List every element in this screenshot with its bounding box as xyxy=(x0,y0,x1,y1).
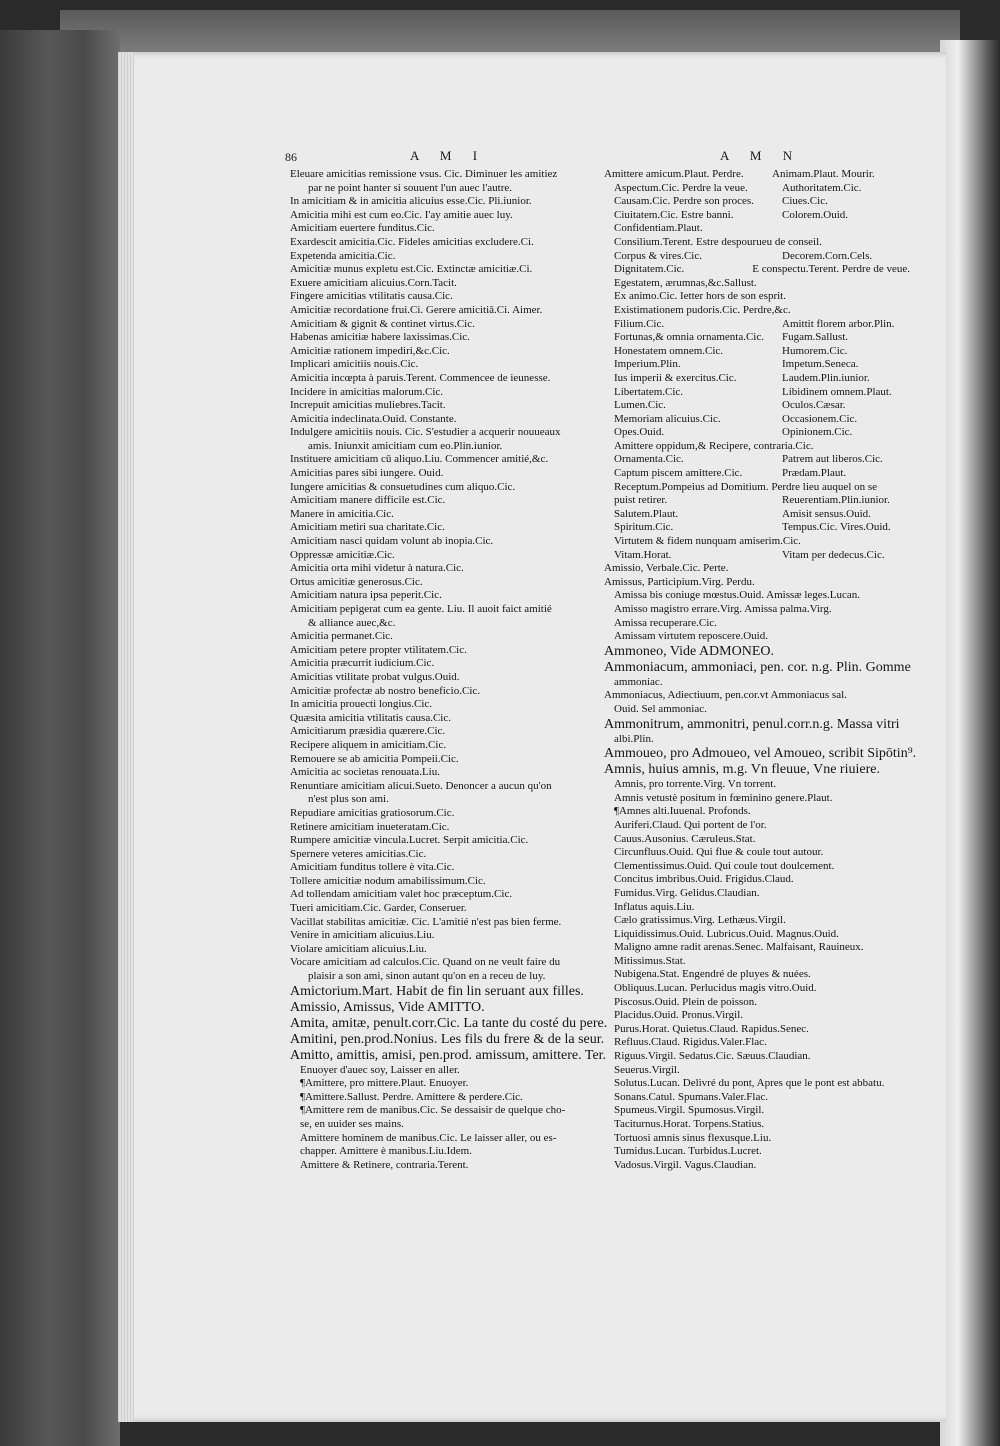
page-stack-edge xyxy=(118,52,134,1422)
dictionary-subentry: Occasionem.Cic. xyxy=(782,412,858,425)
dictionary-entry: Ammoneo, Vide ADMONEO. xyxy=(604,643,775,659)
dictionary-entry: Amicitia permanet.Cic. xyxy=(290,630,393,643)
dictionary-entry: Quæsita amicitia vtilitatis causa.Cic. xyxy=(290,711,451,724)
dictionary-entry-pair xyxy=(604,358,910,372)
dictionary-entry: Amicitiam funditus tollere è vita.Cic. xyxy=(290,861,455,874)
dictionary-subentry: Spiritum.Cic. xyxy=(614,521,674,534)
dictionary-entry-pair xyxy=(604,209,910,223)
dictionary-subentry: Decorem.Corn.Cels. xyxy=(782,249,873,262)
dictionary-entry-pair xyxy=(604,222,910,236)
dictionary-entry: Recipere aliquem in amicitiam.Cic. xyxy=(290,738,447,751)
dictionary-subentry: Authoritatem.Cic. xyxy=(782,181,862,194)
dictionary-entry: Sonans.Catul. Spumans.Valer.Flac. xyxy=(614,1090,768,1103)
dictionary-subentry: Patrem aut liberos.Cic. xyxy=(782,453,883,466)
dictionary-subentry: Consilium.Terent. Estre despourueu de conseil. xyxy=(614,235,822,248)
dictionary-entry: Increpuit amicitias muliebres.Tacit. xyxy=(290,399,446,412)
dictionary-entry: Instituere amicitiam cū aliquo.Liu. Commencer amitié,&c. xyxy=(290,453,549,466)
dictionary-entry: ¶Amittere.Sallust. Perdre. Amittere & perdere.Cic. xyxy=(300,1090,523,1103)
dictionary-entry: par ne point hanter si souuent l'un auec l'autre. xyxy=(308,181,513,194)
dictionary-entry-pair xyxy=(604,304,910,318)
dictionary-entry: Incidere in amicitias malorum.Cic. xyxy=(290,385,444,398)
dictionary-subentry: Oculos.Cæsar. xyxy=(782,399,846,412)
dictionary-entry-pair xyxy=(604,521,910,535)
dictionary-entry: Amissus, Participium.Virg. Perdu. xyxy=(604,575,755,588)
dictionary-entry: Amisso magistro errare.Virg. Amissa palma.Virg. xyxy=(614,603,832,615)
dictionary-entry: Iungere amicitias & consuetudines cum aliquo.Cic. xyxy=(290,480,516,493)
dictionary-subentry: Humorem.Cic. xyxy=(782,344,848,357)
dictionary-entry: Amicitia indeclinata.Ouid. Constante. xyxy=(290,412,457,425)
dictionary-subentry: Causam.Cic. Perdre son proces. xyxy=(614,195,754,208)
dictionary-entry: Cauus.Ausonius. Cæruleus.Stat. xyxy=(614,832,756,845)
dictionary-entry: Venire in amicitiam alicuius.Liu. xyxy=(290,929,435,942)
dictionary-entry: Maligno amne radit arenas.Senec. Malfaisant, Rauineux. xyxy=(614,941,864,954)
dictionary-entry-pair xyxy=(604,535,910,549)
dictionary-subentry: Egestatem, ærumnas,&c.Sallust. xyxy=(614,276,757,289)
book-cover-left xyxy=(0,30,120,1446)
dictionary-entry: Remouere se ab amicitia Pompeii.Cic. xyxy=(290,752,459,765)
dictionary-entry: Vacillat stabilitas amicitiæ. Cic. L'amitié n'est pas bien ferme. xyxy=(290,915,562,928)
dictionary-entry: ¶Amittere, pro mittere.Plaut. Enuoyer. xyxy=(300,1077,469,1090)
dictionary-subentry: Reuerentiam.Plin.iunior. xyxy=(782,494,890,507)
dictionary-entry: Amissa recuperare.Cic. xyxy=(614,616,717,629)
dictionary-entry: albi.Plin. xyxy=(614,732,654,745)
dictionary-subentry xyxy=(782,481,910,495)
dictionary-entry-pair xyxy=(604,345,910,359)
dictionary-entry: Ammonitrum, ammonitri, penul.corr.n.g. Massa vitri xyxy=(604,716,900,732)
dictionary-entry: Ad tollendam amicitiam valet hoc præceptum.Cic. xyxy=(290,888,513,901)
dictionary-entry-pair xyxy=(604,182,910,196)
dictionary-subentry: Imperium.Plin. xyxy=(614,358,681,371)
dictionary-entry: Amicitiam petere propter vtilitatem.Cic. xyxy=(290,643,467,656)
dictionary-entry: Spernere veteres amicitias.Cic. xyxy=(290,847,427,860)
dictionary-entry: Amicitiam pepigerat cum ea gente. Liu. Il auoit faict amitié xyxy=(290,603,552,615)
dictionary-entry-pair xyxy=(604,508,910,522)
dictionary-entry: Obliquus.Lucan. Perlucidus magis vitro.Ouid. xyxy=(614,982,817,995)
dictionary-entry-pair xyxy=(604,481,910,495)
dictionary-entry: Amicitiam metiri sua charitate.Cic. xyxy=(290,521,445,534)
dictionary-entry: Tortuosi amnis sinus flexusque.Liu. xyxy=(614,1131,772,1144)
dictionary-entry: Amicitiam manere difficile est.Cic. xyxy=(290,494,446,507)
dictionary-entry: Amissam virtutem reposcere.Ouid. xyxy=(614,630,768,643)
running-head-right: A M N xyxy=(720,148,802,163)
dictionary-entry: Seuerus.Virgil. xyxy=(614,1063,680,1076)
dictionary-entry-pair xyxy=(604,440,910,454)
dictionary-entry: ¶Amittere rem de manibus.Cic. Se dessaisir de quelque cho- xyxy=(300,1104,566,1117)
dictionary-subentry xyxy=(782,290,910,304)
dictionary-subentry: Receptum.Pompeius ad Domitium. Perdre lieu auquel on se xyxy=(614,480,878,493)
dictionary-entry: Amissio, Verbale.Cic. Perte. xyxy=(604,562,729,575)
dictionary-entry: Amicitia ac societas renouata.Liu. xyxy=(290,766,440,779)
dictionary-entry: Amicitia mihi est cum eo.Cic. I'ay amitie auec luy. xyxy=(290,208,513,221)
dictionary-entry: Refluus.Claud. Rigidus.Valer.Flac. xyxy=(614,1036,767,1049)
dictionary-entry: Amicitiæ recordatione frui.Ci. Gerere amicitiā.Ci. Aimer. xyxy=(290,303,543,316)
dictionary-entry: Enuoyer d'auec soy, Laisser en aller. xyxy=(300,1063,460,1076)
dictionary-subentry: Laudem.Plin.iunior. xyxy=(782,371,870,384)
dictionary-entry: Taciturnus.Horat. Torpens.Statius. xyxy=(614,1118,765,1130)
dictionary-subentry: Captum piscem amittere.Cic. xyxy=(614,467,743,480)
dictionary-subentry: Ciues.Cic. xyxy=(782,195,828,208)
dictionary-entry: Placidus.Ouid. Pronus.Virgil. xyxy=(614,1009,744,1022)
dictionary-subentry: Amittit florem arbor.Plin. xyxy=(782,317,895,330)
dictionary-entry: Repudiare amicitias gratiosorum.Cic. xyxy=(290,806,455,819)
dictionary-subentry: Ciuitatem.Cic. Estre banni. xyxy=(614,208,734,221)
dictionary-subentry: Libidinem omnem.Plaut. xyxy=(782,385,892,398)
dictionary-entry-pair xyxy=(604,453,910,467)
dictionary-entry: Tueri amicitiam.Cic. Garder, Conseruer. xyxy=(290,902,467,915)
dictionary-entry-pair xyxy=(604,250,910,264)
dictionary-subentry: Libertatem.Cic. xyxy=(614,385,684,398)
dictionary-entry: Amictorium.Mart. Habit de fin lin seruant aux filles. xyxy=(290,983,584,999)
dictionary-subentry xyxy=(782,222,910,236)
dictionary-subentry: Memoriam alicuius.Cic. xyxy=(614,412,721,425)
dictionary-subentry: Opes.Ouid. xyxy=(614,426,665,439)
dictionary-subentry: Confidentiam.Plaut. xyxy=(614,222,703,235)
running-head-left: A M I xyxy=(410,148,487,163)
dictionary-entry: Ammoniacus, Adiectiuum, pen.cor.vt Ammoniacus sal. xyxy=(604,689,847,702)
dictionary-entry: Amnis vetustè positum in fœminino genere.Plaut. xyxy=(614,791,833,804)
dictionary-subentry: Lumen.Cic. xyxy=(614,399,666,412)
dictionary-entry: Amitto, amittis, amisi, pen.prod. amissum, amittere. Ter. xyxy=(290,1047,607,1063)
dictionary-entry: Exuere amicitiam alicuius.Corn.Tacit. xyxy=(290,276,457,289)
dictionary-subentry: Salutem.Plaut. xyxy=(614,507,679,520)
dictionary-subentry: Impetum.Seneca. xyxy=(782,358,859,371)
dictionary-entry: In amicitia prouecti longius.Cic. xyxy=(290,698,433,711)
dictionary-entry: Spumeus.Virgil. Spumosus.Virgil. xyxy=(614,1104,765,1117)
dictionary-entry: Amicitiæ munus expletu est.Cic. Extinctæ amicitiæ.Ci. xyxy=(290,263,533,276)
dictionary-subentry: Tempus.Cic. Vires.Ouid. xyxy=(782,521,891,534)
dictionary-subentry xyxy=(782,440,910,454)
dictionary-subentry xyxy=(782,535,910,549)
dictionary-entry: Eleuare amicitias remissione vsus. Cic. Diminuer les amitiez xyxy=(290,168,558,180)
dictionary-entry: Manere in amicitia.Cic. xyxy=(290,507,394,520)
dictionary-entry: Amicitiarum præsidia quærere.Cic. xyxy=(290,725,446,738)
dictionary-entry: Solutus.Lucan. Delivré du pont, Apres que le pont est abbatu. xyxy=(614,1077,885,1090)
dictionary-entry: Ammoniacum, ammoniaci, pen. cor. n.g. Plin. Gomme xyxy=(604,659,911,675)
dictionary-entry: chapper. Amittere è manibus.Liu.Idem. xyxy=(300,1145,472,1158)
dictionary-subentry: Amittere amicum.Plaut. Perdre. xyxy=(604,168,744,180)
dictionary-subentry: Prædam.Plaut. xyxy=(782,467,847,480)
dictionary-entry: Amicitiæ rationem impediri,&c.Cic. xyxy=(290,344,450,357)
dictionary-entry: Purus.Horat. Quietus.Claud. Rapidus.Senec. xyxy=(614,1022,809,1035)
dictionary-subentry: Ius imperii & exercitus.Cic. xyxy=(614,371,737,384)
dictionary-subentry: Ex animo.Cic. Ietter hors de son esprit. xyxy=(614,290,786,303)
dictionary-entry: Amicitiæ profectæ ab nostro beneficio.Cic. xyxy=(290,684,481,697)
dictionary-entry-pair xyxy=(604,386,910,400)
dictionary-entry: Vocare amicitiam ad calculos.Cic. Quand on ne veult faire du xyxy=(290,956,561,969)
dictionary-subentry: puist retirer. xyxy=(614,494,668,507)
dictionary-entry: Habenas amicitiæ habere laxissimas.Cic. xyxy=(290,331,470,344)
dictionary-entry: Violare amicitiam alicuius.Liu. xyxy=(290,942,427,955)
dictionary-subentry: Vitam per dedecus.Cic. xyxy=(782,548,885,561)
facing-page-edge xyxy=(940,40,1000,1446)
dictionary-subentry: E conspectu.Terent. Perdre de veue. xyxy=(752,263,910,276)
right-column xyxy=(604,168,917,1172)
dictionary-entry: n'est plus son ami. xyxy=(308,793,389,806)
page-number: 86 xyxy=(285,150,297,164)
dictionary-subentry: Vitam.Horat. xyxy=(614,548,672,561)
dictionary-entry-pair xyxy=(604,372,910,386)
dictionary-entry: Oppressæ amicitiæ.Cic. xyxy=(290,548,395,561)
dictionary-entry: Piscosus.Ouid. Plein de poisson. xyxy=(614,995,758,1008)
dictionary-entry: Amittere hominem de manibus.Cic. Le laisser aller, ou es- xyxy=(300,1131,557,1144)
left-column xyxy=(290,168,608,1172)
dictionary-entry: & alliance auec,&c. xyxy=(308,616,396,629)
dictionary-entry: Renuntiare amicitiam alicui.Sueto. Denoncer a aucun qu'on xyxy=(290,779,552,792)
dictionary-entry: Amnis, pro torrente.Virg. Vn torrent. xyxy=(614,778,777,791)
dictionary-entry: Inflatus aquis.Liu. xyxy=(614,900,695,913)
dictionary-subentry: Ornamenta.Cic. xyxy=(614,453,684,466)
dictionary-entry: Clementissimus.Ouid. Qui coule tout doulcement. xyxy=(614,859,835,872)
dictionary-entry: se, en uuider ses mains. xyxy=(300,1118,404,1130)
dictionary-subentry: Fugam.Sallust. xyxy=(782,331,849,344)
dictionary-entry: plaisir a son ami, sinon autant qu'on en a receu de luy. xyxy=(308,970,546,983)
dictionary-entry: Ammoueo, pro Admoueo, vel Amoueo, scribit Sipōtin⁹. xyxy=(604,746,917,762)
dictionary-entry: Circunfluus.Ouid. Qui flue & coule tout autour. xyxy=(614,846,824,859)
dictionary-entry: Amicitia incœpta à paruis.Terent. Commencee de ieunesse. xyxy=(290,371,551,384)
dictionary-entry-pair xyxy=(604,236,910,250)
dictionary-subentry xyxy=(782,304,910,318)
dictionary-entry: Riguus.Virgil. Sedatus.Cic. Sæuus.Claudian. xyxy=(614,1050,811,1063)
dictionary-entry: Amita, amitæ, penult.corr.Cic. La tante du costé du pere. xyxy=(290,1015,608,1031)
dictionary-subentry: Existimationem pudoris.Cic. Perdre,&c. xyxy=(614,303,791,316)
dictionary-entry-pair xyxy=(604,467,910,481)
dictionary-entry: Amicitiam nasci quidam volunt ab inopia.Cic. xyxy=(290,535,494,548)
dictionary-entry: Auriferi.Claud. Qui portent de l'or. xyxy=(614,818,767,831)
dictionary-entry: ammoniac. xyxy=(614,675,663,688)
dictionary-entry: ¶Amnes alti.Iuuenal. Profonds. xyxy=(614,805,751,818)
dictionary-entry-pair xyxy=(604,168,910,182)
dictionary-entry: Rumpere amicitiæ vincula.Lucret. Serpit amicitia.Cic. xyxy=(290,834,529,847)
dictionary-subentry: Amittere oppidum,& Recipere, contraria.Cic. xyxy=(614,439,814,452)
dictionary-subentry: Dignitatem.Cic. xyxy=(614,263,685,276)
dictionary-entry: Implicari amicitiis nouis.Cic. xyxy=(290,358,419,371)
dictionary-entry: Fingere amicitias vtilitatis causa.Cic. xyxy=(290,290,453,303)
dictionary-entry: Nubigena.Stat. Engendré de pluyes & nuées. xyxy=(614,968,811,981)
dictionary-entry: Retinere amicitiam inueteratam.Cic. xyxy=(290,820,450,833)
dictionary-entry: Amissa bis coniuge mœstus.Ouid. Amissæ leges.Lucan. xyxy=(614,589,860,602)
dictionary-entry: Amicitiam natura ipsa peperit.Cic. xyxy=(290,589,442,602)
dictionary-entry: Exardescit amicitia.Cic. Fideles amicitias excludere.Ci. xyxy=(290,235,534,248)
dictionary-entry: amis. Iniunxit amicitiam cum eo.Plin.iunior. xyxy=(308,439,503,452)
dictionary-subentry: Amisit sensus.Ouid. xyxy=(782,507,871,520)
dictionary-subentry: Aspectum.Cic. Perdre la veue. xyxy=(614,181,748,194)
dictionary-entry: Expetenda amicitia.Cic. xyxy=(290,249,396,262)
dictionary-entry-pair xyxy=(604,290,910,304)
dictionary-subentry: Fortunas,& omnia ornamenta.Cic. xyxy=(614,331,764,344)
dictionary-entry: Tumidus.Lucan. Turbidus.Lucret. xyxy=(614,1145,762,1158)
dictionary-subentry: Honestatem omnem.Cic. xyxy=(614,344,724,357)
dictionary-entry-pair xyxy=(604,426,910,440)
dictionary-entry: Vadosus.Virgil. Vagus.Claudian. xyxy=(614,1158,757,1171)
dictionary-entry: Amicitiam euertere funditus.Cic. xyxy=(290,222,435,235)
dictionary-entry: Fumidus.Virg. Gelidus.Claudian. xyxy=(614,886,760,899)
dictionary-entry-pair xyxy=(604,399,910,413)
dictionary-subentry: Animam.Plaut. Mourir. xyxy=(772,168,875,180)
dictionary-entry-pair xyxy=(604,195,910,209)
dictionary-entry: Amittere & Retinere, contraria.Terent. xyxy=(300,1158,469,1171)
dictionary-entry: Indulgere amicitiis nouis. Cic. S'estudier a acquerir nouueaux xyxy=(290,426,561,439)
dictionary-entry: Tollere amicitiæ nodum amabilissimum.Cic. xyxy=(290,874,486,887)
dictionary-entry: Ouid. Sel ammoniac. xyxy=(614,702,707,715)
dictionary-entry: Amnis, huius amnis, m.g. Vn fleuue, Vne riuiere. xyxy=(604,762,880,778)
dictionary-entry-pair xyxy=(604,413,910,427)
dictionary-entry-pair xyxy=(604,277,910,291)
dictionary-subentry: Colorem.Ouid. xyxy=(782,208,848,221)
dictionary-entry-pair xyxy=(604,263,910,277)
dictionary-subentry: Filium.Cic. xyxy=(614,317,665,330)
dictionary-entry: Cælo gratissimus.Virg. Lethæus.Virgil. xyxy=(614,914,786,927)
dictionary-entry: Mitissimus.Stat. xyxy=(614,954,686,967)
dictionary-entry-pair xyxy=(604,331,910,345)
dictionary-entry: In amicitiam & in amicitia alicuius esse.Cic. Pli.iunior. xyxy=(290,195,532,208)
dictionary-entry-pair xyxy=(604,318,910,332)
dictionary-entry-pair xyxy=(604,494,910,508)
dictionary-entry: Concitus imbribus.Ouid. Frigidus.Claud. xyxy=(614,873,794,886)
dictionary-entry: Amitini, pen.prod.Nonius. Les fils du frere & de la seur. xyxy=(290,1031,605,1047)
dictionary-subentry xyxy=(782,236,910,250)
dictionary-subentry: Corpus & vires.Cic. xyxy=(614,249,702,262)
dictionary-entry: Amicitiam & gignit & continet virtus.Cic. xyxy=(290,317,475,330)
dictionary-entry: Amicitias pares sibi iungere. Ouid. xyxy=(290,467,444,480)
dictionary-entry: Ortus amicitiæ generosus.Cic. xyxy=(290,575,423,588)
dictionary-subentry xyxy=(782,277,910,291)
dictionary-entry: Amicitias vtilitate probat vulgus.Ouid. xyxy=(290,670,460,683)
dictionary-subentry: Virtutem & fidem nunquam amiserim.Cic. xyxy=(614,535,801,548)
dictionary-entry: Amicitia præcurrit iudicium.Cic. xyxy=(290,657,435,670)
dictionary-entry: Amissio, Amissus, Vide AMITTO. xyxy=(290,999,485,1015)
dictionary-subentry: Opinionem.Cic. xyxy=(782,426,853,439)
dictionary-entry: Liquidissimus.Ouid. Lubricus.Ouid. Magnus.Ouid. xyxy=(614,927,839,940)
dictionary-entry-pair xyxy=(604,549,910,563)
dictionary-entry: Amicitia orta mihi videtur à natura.Cic. xyxy=(290,562,464,575)
